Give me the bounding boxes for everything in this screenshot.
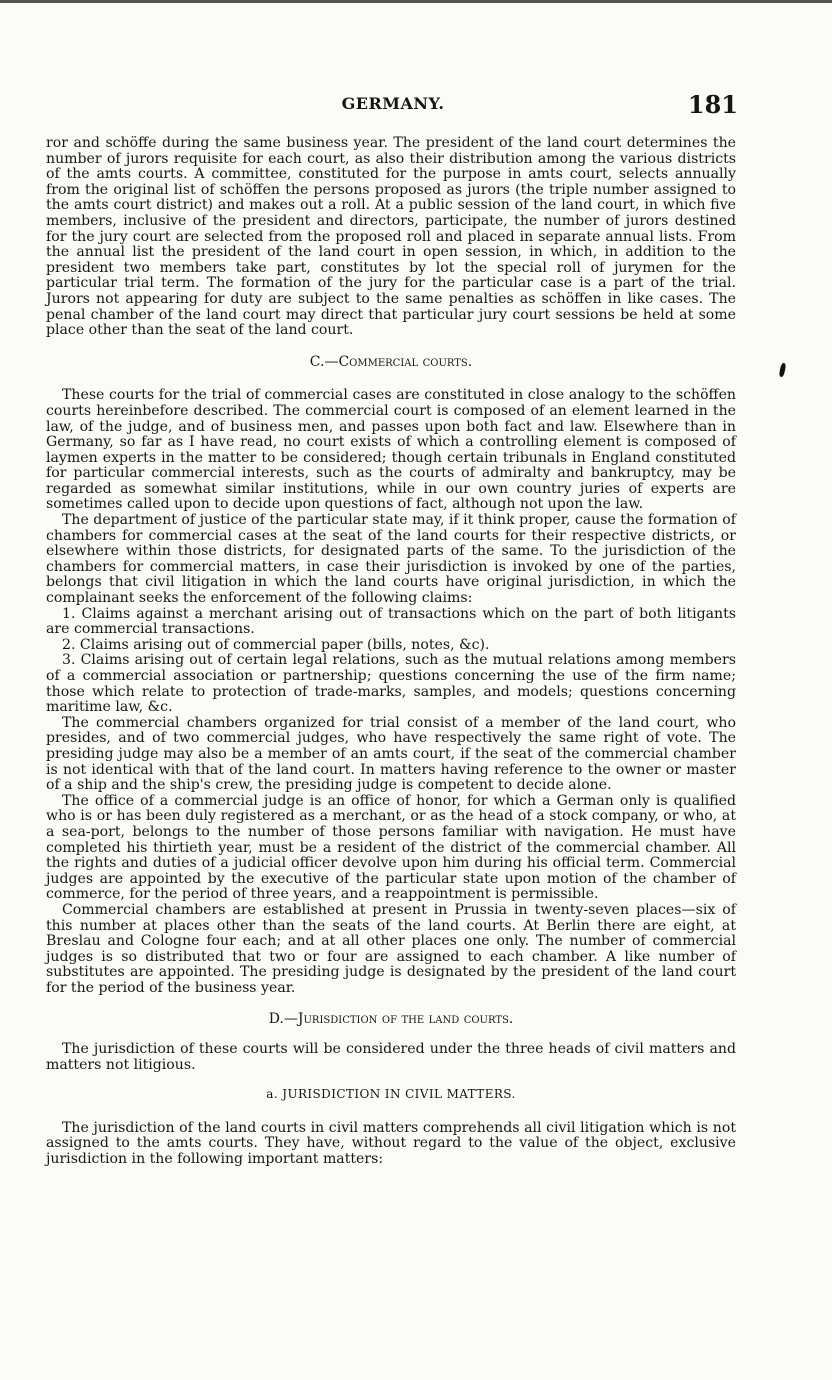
list-item-claim-2: 2. Claims arising out of commercial paper (bills, notes, &c). [62, 636, 490, 653]
list-item-claim-3: 3. Claims arising out of certain legal relations, such as the mutual relations among members of a commercial association or partnership; questions concerning the use of the firm name; those which relate to protection of trade-marks, samples, and models; questions concerning maritime law, &c. [46, 652, 736, 716]
paragraph-department-of-justice: The department of justice of the particular state may, if it think proper, cause the formation of chambers for commercial cases at the seat of the land courts for their respective districts, or elsewhere within those districts, for designated parts of the same. To the jurisdiction of the chambers for commercial matters, in case their jurisdiction is invoked by one of the parties, belongs that civil litigation in which the land courts have original jurisdiction, in which the complainant seeks the enforcement of the following claims: [46, 512, 736, 607]
paragraph-jury-selection: ror and schöffe during the same business year. The president of the land court determines the number of jurors requisite for each court, as also their distribution among the various districts of the amts courts. A committee, constituted for the purpose in amts court, selects annually from the original list of schöffen the persons proposed as jurors (the triple number assigned to the amts court district) and makes out a roll. At a public session of the land court, in which five members, inclusive of the president and directors, participate, the number of jurors destined for the jury court are selected from the proposed roll and placed in separate annual lists. From the annual list the president of the land court in open session, in which, in addition to the president two members take part, constitutes by lot the special roll of jurymen for the particular trial term. The formation of the jury for the particular case is a part of the trial. Jurors not appearing for duty are subject to the same penalties as schöffen in like cases. The penal chamber of the land court may direct that particular jury court sessions be held at some place other than the seat of the land court. [46, 135, 736, 339]
page-header [48, 92, 738, 122]
paragraph-prussia-chambers: Commercial chambers are established at present in Prussia in twenty-seven places—six of this number at places other than the seats of the land courts. At Berlin there are eight, at Breslau and Cologne four each; and at all other places one only. The number of commercial judges is so distributed that two or four are assigned to each chamber. A like number of substitutes are appointed. The presiding judge is designated by the president of the land court for the period of the business year. [46, 901, 736, 996]
section-heading-land-courts: D.—Jurisdiction of the land courts. [268, 1011, 514, 1028]
paragraph-commercial-intro: These courts for the trial of commercial cases are constituted in close analogy to the schöffen courts hereinbefore described. The commercial court is composed of an element learned in the law, of the judge, and of business men, and passes upon both fact and law. Elsewhere than in Germany, so far as I have read, no court exists of which a controlling element is composed of laymen experts in the matter to be considered; though certain tribunals in England constituted for particular commercial interests, such as the courts of admiralty and bankruptcy, may be regarded as somewhat similar institutions, while in our own country juries of experts are sometimes called upon to decide upon questions of fact, although not upon the law. [46, 387, 736, 513]
paragraph-jurisdiction-heads: The jurisdiction of these courts will be considered under the three heads of civil matters and matters not litigious. [46, 1041, 736, 1073]
paragraph-civil-jurisdiction: The jurisdiction of the land courts in civil matters comprehends all civil litigation which is not assigned to the amts courts. They have, without regard to the value of the object, exclusive jurisdiction in the following important matters: [46, 1119, 736, 1168]
section-heading-commercial-courts: C.—Commercial courts. [309, 353, 473, 370]
page-body [46, 136, 736, 1168]
margin-ink-mark [779, 363, 787, 378]
top-border-line [0, 0, 832, 3]
running-title: GERMANY. [341, 94, 445, 113]
paragraph-chamber-composition: The commercial chambers organized for trial consist of a member of the land court, who presides, and of two commercial judges, who have respectively the same right of vote. The presiding judge may also be a member of an amts court, if the seat of the commercial chamber is not identical with that of the land court. In matters having reference to the owner or master of a ship and the ship's crew, the presiding judge is competent to decide alone. [46, 714, 736, 794]
list-item-claim-1: 1. Claims against a merchant arising out of transactions which on the part of both litigants are commercial transactions. [46, 605, 736, 638]
paragraph-office-of-judge: The office of a commercial judge is an office of honor, for which a German only is qualified who is or has been duly registered as a merchant, or as the head of a stock company, or who, at a sea-port, belongs to the number of those persons familiar with navigation. He must have completed his thirtieth year, must be a resident of the district of the commercial chamber. All the rights and duties of a judicial officer devolve upon him during his official term. Commercial judges are appointed by the executive of the particular state upon motion of the chamber of commerce, for the period of three years, and a reappointment is permissible. [46, 792, 736, 903]
subsection-heading-civil-matters: a. JURISDICTION IN CIVIL MATTERS. [266, 1087, 516, 1102]
page-number: 181 [687, 90, 738, 119]
